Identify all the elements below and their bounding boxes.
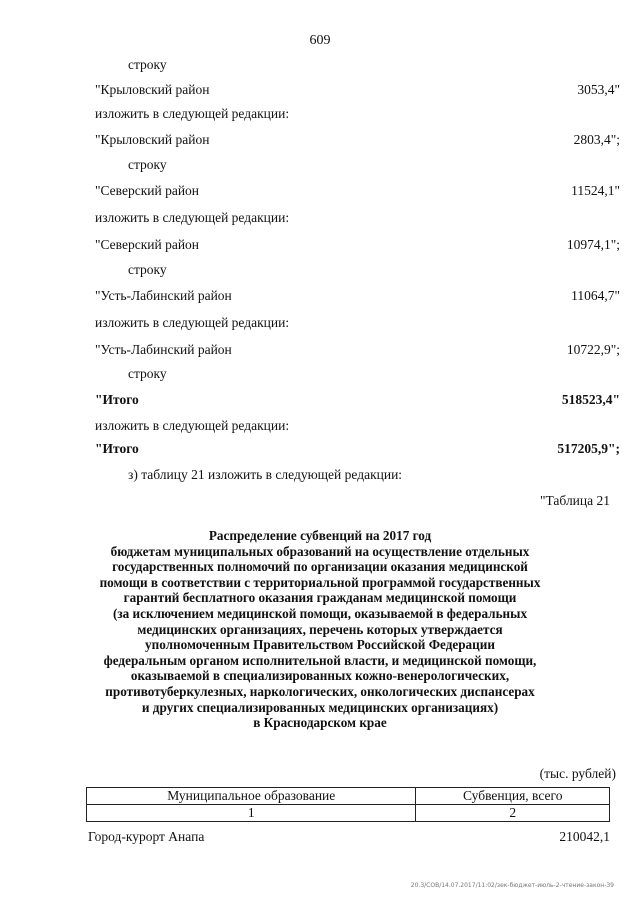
text-line: строку — [128, 366, 167, 381]
heading-line: федеральным органом исполнительной власти, и медицинской помощи, — [103, 652, 537, 668]
text-line: изложить в следующей редакции: — [95, 210, 290, 225]
column-header-subvention: Субвенция, всего — [416, 788, 610, 805]
district-value: 3053,4" — [577, 82, 620, 97]
heading-line: оказываемой в специализированных кожно-венерологических, — [130, 668, 510, 684]
total-label: "Итого — [95, 392, 139, 407]
text-line: строку — [128, 57, 167, 72]
text-line: строку — [128, 157, 167, 172]
heading-line: противотуберкулезных, наркологических, онкологических диспансерах — [105, 683, 535, 699]
column-number: 2 — [416, 805, 610, 822]
district-value: 10722,9"; — [566, 342, 620, 357]
subvention-table — [86, 787, 610, 822]
column-number: 1 — [87, 805, 416, 822]
table-number-row — [87, 805, 610, 822]
district-value: 11064,7" — [571, 288, 620, 303]
heading-line: медицинских организациях, перечень которых утверждается — [137, 621, 503, 637]
heading-line: (за исключением медицинской помощи, оказываемой в федеральных — [112, 605, 528, 621]
page-number: 609 — [309, 33, 331, 48]
text-line: строку — [128, 262, 167, 277]
total-value: 518523,4" — [561, 392, 620, 407]
column-header-municipality: Муниципальное образование — [87, 788, 416, 805]
district-value: 10974,1"; — [566, 237, 620, 252]
units-label: (тыс. рублей) — [539, 766, 616, 781]
text-line: изложить в следующей редакции: — [95, 418, 290, 433]
total-value: 517205,9"; — [557, 441, 620, 456]
text-line: изложить в следующей редакции: — [95, 315, 290, 330]
district-label: "Усть-Лабинский район — [95, 288, 232, 303]
municipality-value: 210042,1 — [559, 829, 610, 844]
instruction-line: з) таблицу 21 изложить в следующей редакции: — [128, 467, 403, 482]
district-label: "Крыловский район — [95, 82, 210, 97]
district-label: "Северский район — [95, 237, 200, 252]
footer-note: 20.3/СОВ/14.07.2017/11:02/зек-бюджет-июль-2-чтение-закон-39 — [410, 882, 614, 889]
heading-line: бюджетам муниципальных образований на осуществление отдельных — [110, 543, 530, 559]
heading-line: гарантий бесплатного оказания гражданам медицинской помощи — [123, 590, 517, 606]
heading-line: помощи в соответствии с территориальной программой государственных — [99, 574, 541, 590]
heading-line: Распределение субвенций на 2017 год — [208, 528, 432, 543]
municipality-name: Город-курорт Анапа — [88, 829, 205, 844]
district-value: 2803,4"; — [573, 132, 620, 147]
table-heading — [60, 528, 580, 731]
heading-line: государственных полномочий по организации оказания медицинской — [112, 559, 528, 575]
text-line: изложить в следующей редакции: — [95, 106, 290, 121]
heading-line: и других специализированных медицинских организациях) — [141, 699, 499, 715]
total-label: "Итого — [95, 441, 139, 456]
heading-line: в Краснодарском крае — [253, 715, 387, 731]
table-reference: "Таблица 21 — [540, 493, 610, 508]
table-header-row — [87, 788, 610, 805]
district-label: "Усть-Лабинский район — [95, 342, 232, 357]
district-value: 11524,1" — [571, 183, 620, 198]
district-label: "Крыловский район — [95, 132, 210, 147]
district-label: "Северский район — [95, 183, 200, 198]
heading-line: уполномоченным Правительством Российской Федерации — [145, 637, 495, 653]
